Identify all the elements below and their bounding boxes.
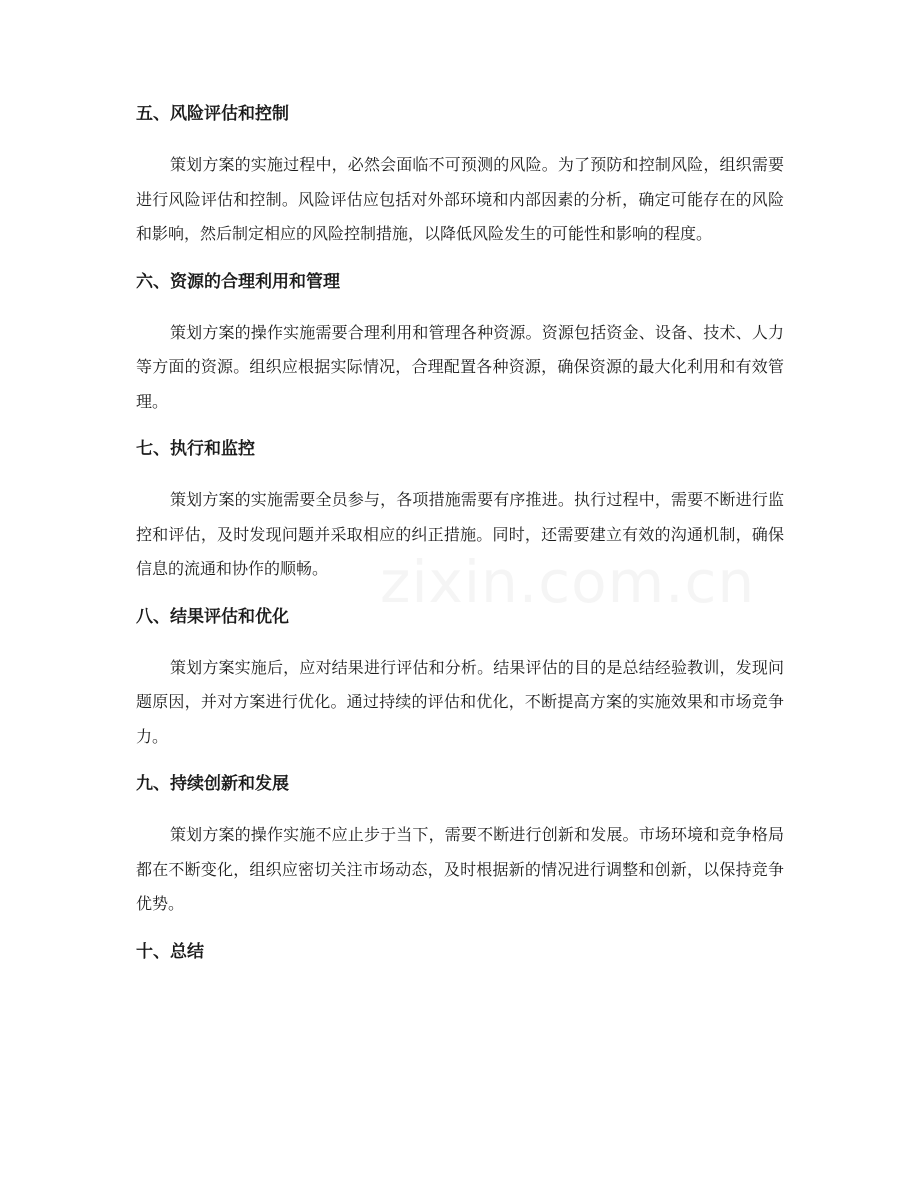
section-paragraph: 策划方案的操作实施需要合理利用和管理各种资源。资源包括资金、设备、技术、人力等方面的资源。组织应根据实际情况，合理配置各种资源，确保资源的最大化利用和有效管理。	[136, 322, 784, 411]
section-summary	[136, 941, 784, 963]
section-heading: 六、资源的合理利用和管理	[136, 271, 340, 292]
section-execution	[136, 438, 784, 587]
document-content	[136, 103, 784, 986]
watermark: zixin.com.cn	[380, 548, 756, 616]
section-heading: 五、风险评估和控制	[136, 104, 289, 124]
section-risk	[136, 103, 784, 252]
section-heading: 九、持续创新和发展	[136, 774, 289, 794]
section-paragraph: 策划方案实施后，应对结果进行评估和分析。结果评估的目的是总结经验教训，发现问题原因，并对方案进行优化。通过持续的评估和优化，不断提高方案的实施效果和市场竞争力。	[136, 657, 784, 746]
section-heading: 十、总结	[136, 941, 204, 962]
section-paragraph: 策划方案的实施需要全员参与，各项措施需要有序推进。执行过程中，需要不断进行监控和评估，及时发现问题并采取相应的纠正措施。同时，还需要建立有效的沟通机制，确保信息的流通和协作的顺畅。	[136, 490, 784, 578]
section-heading: 七、执行和监控	[136, 439, 255, 459]
section-heading: 八、结果评估和优化	[136, 606, 289, 627]
section-paragraph: 策划方案的实施过程中，必然会面临不可预测的风险。为了预防和控制风险，组织需要进行风险评估和控制。风险评估应包括对外部环境和内部因素的分析，确定可能存在的风险和影响，然后制定相应的风险控制措施，以降低风险发生的可能性和影响的程度。	[136, 155, 784, 243]
section-innovation	[136, 773, 784, 922]
section-evaluation	[136, 606, 784, 755]
section-paragraph: 策划方案的操作实施不应止步于当下，需要不断进行创新和发展。市场环境和竞争格局都在不断变化，组织应密切关注市场动态，及时根据新的情况进行调整和创新，以保持竞争优势。	[136, 825, 784, 913]
section-resources	[136, 271, 784, 420]
